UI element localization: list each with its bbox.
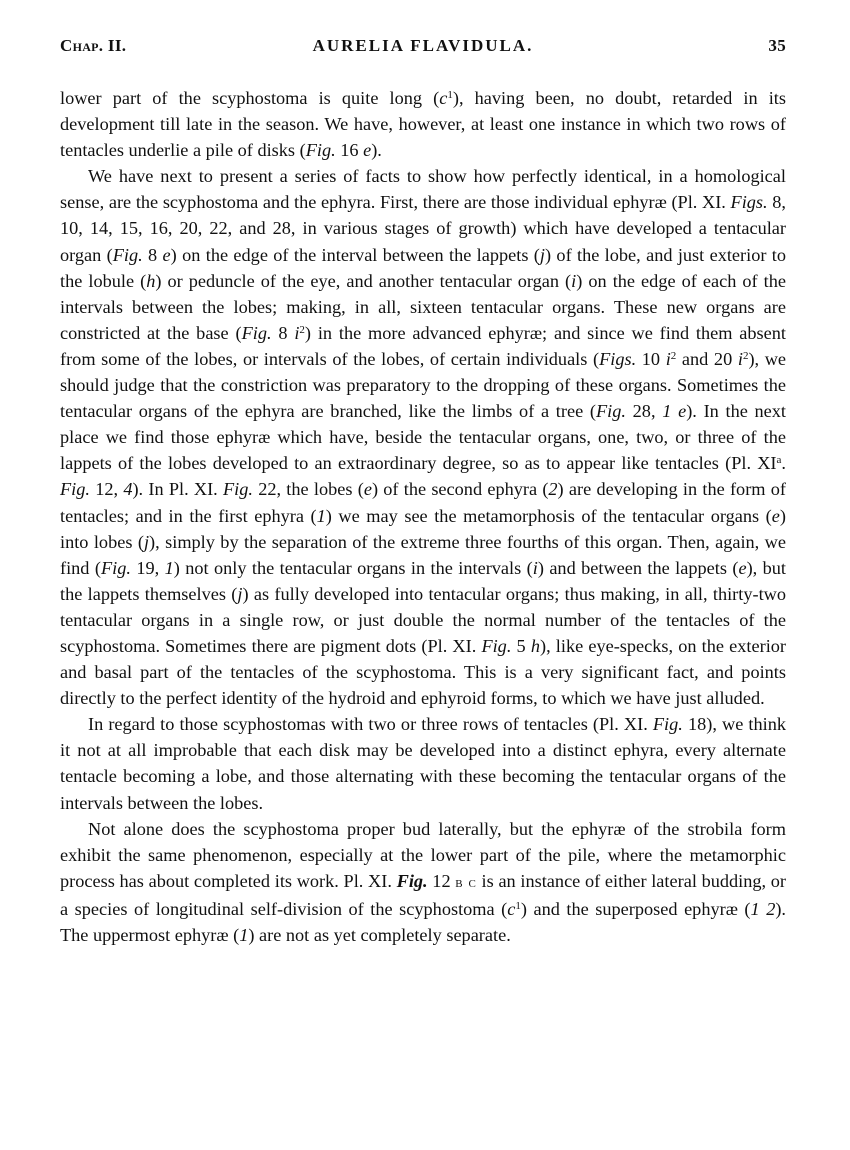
text-run: 12 xyxy=(427,870,456,891)
text-run: . xyxy=(781,453,786,474)
text-run: 12, xyxy=(89,479,124,500)
italic-run: Fig. xyxy=(112,244,143,265)
text-run: 5 xyxy=(511,635,531,656)
italic-run: i xyxy=(571,270,577,291)
italic-run: j xyxy=(143,531,150,552)
text-run: 16 xyxy=(335,140,364,161)
text-run: ) as fully developed into tentacular organs; thus making, in all, thirty-two tentacular organs in a single row, or just double the normal number of the tentacles of the scyphostoma. Sometimes there are pigment dots (Pl. XI. xyxy=(60,583,786,656)
superscript: 1 xyxy=(447,89,453,101)
italic-run: e xyxy=(771,505,780,526)
text-run: ). The uppermost ephyræ ( xyxy=(60,898,786,945)
text-run: lower part of the scyphostoma is quite long ( xyxy=(60,88,440,108)
text-run: ) are not as yet completely separate. xyxy=(248,925,511,945)
superscript: 2 xyxy=(299,323,305,336)
italic-run: Fig. xyxy=(223,479,253,500)
italic-run: 1 e xyxy=(662,401,687,422)
text-run: ) not only the tentacular organs in the intervals ( xyxy=(173,557,533,578)
italic-run: e xyxy=(738,557,747,578)
paragraph xyxy=(60,711,786,815)
text-run: ) we may see the metamorphosis of the tentacular organs ( xyxy=(325,505,772,526)
text-run: ) on the edge of each of the intervals between the lobes; making, in all, sixteen tentacular organs. These new organs are constricted at the base ( xyxy=(60,270,786,343)
superscript: 1 xyxy=(515,899,521,912)
paragraph xyxy=(60,85,786,163)
text-run: ), like eye-specks, on the exterior and basal part of the tentacles of the scyphostoma. This is a very significant fact, and points directly to the perfect identity of the hydroid and ephyroid forms, to which we have just alluded. xyxy=(60,635,786,709)
text-run: ), we should judge that the constriction was preparatory to the dropping of these organs. Sometimes the tentacular organs of the ephyra are branched, like the limbs of a tree ( xyxy=(60,348,787,422)
text-run: 22, the lobes ( xyxy=(252,479,364,500)
italic-run: i xyxy=(294,322,300,343)
text-run: ) are developing in the form of tentacles; and in the first ephyra ( xyxy=(60,479,786,526)
text-run: is an instance of either lateral budding, or a species of longitudinal self-division of the scyphostoma ( xyxy=(60,870,787,919)
text-run: We have next to present a series of facts to show how perfectly identical, in a homological sense, are the scyphostoma and the ephyra. First, there are those individual ephyræ (Pl. XI. xyxy=(60,166,786,213)
text-run: ) into lobes ( xyxy=(60,505,786,552)
page-number: 35 xyxy=(768,36,786,55)
text-run: ) and the superposed ephyræ ( xyxy=(520,898,751,919)
italic-run: c xyxy=(439,88,448,108)
text-run: ) and between the lappets ( xyxy=(537,557,739,578)
text-run: ) or peduncle of the eye, and another tentacular organ ( xyxy=(155,270,572,291)
chapter-label: Chap. II. xyxy=(60,36,127,55)
italic-run: j xyxy=(539,244,545,265)
text-run: 18), we think it not at all improbable that each disk may be developed into a distinct ephyra, every alternate tentacle becoming a lobe, and those alternating with these becoming the tentacular organs of the intervals between the lobes. xyxy=(60,714,786,813)
italic-run: h xyxy=(146,270,156,291)
italic-run: Fig. xyxy=(481,635,512,656)
text-run: ), simply by the separation of the extreme three fourths of this organ. Then, again, we find ( xyxy=(60,531,786,578)
italic-run: Fig. xyxy=(596,401,626,422)
text-run: 28, xyxy=(625,401,663,422)
italic-run: Fig. xyxy=(396,870,428,891)
text-run: In regard to those scyphostomas with two or three rows of tentacles (Pl. XI. xyxy=(88,714,653,735)
italic-run: i xyxy=(665,348,671,369)
italic-run: e xyxy=(363,479,372,500)
italic-run: 4 xyxy=(123,479,133,500)
italic-run: Figs. xyxy=(599,348,637,369)
text-run: Not alone does the scyphostoma proper bud laterally, but the ephyræ of the strobila form exhibit the same phenomenon, especially at the lower part of the pile, where the metamorphic process has about completed its work. Pl. XI. xyxy=(60,818,786,891)
text-run: 10 xyxy=(636,348,666,369)
superscript: a xyxy=(776,454,782,467)
text-run: ) on the edge of the interval between the lappets ( xyxy=(170,244,540,265)
body-text xyxy=(60,85,786,948)
italic-run: Figs. xyxy=(730,192,768,213)
italic-run: 1 xyxy=(316,505,326,526)
text-run: 19, xyxy=(130,557,165,578)
italic-run: j xyxy=(237,583,243,604)
italic-run: e xyxy=(363,140,372,161)
text-run: ) of the second ephyra ( xyxy=(371,479,549,500)
italic-run: e xyxy=(162,244,171,265)
text-run: ), but the lappets themselves ( xyxy=(60,557,787,604)
paragraph xyxy=(60,163,786,711)
italic-run: Fig. xyxy=(652,714,683,735)
text-run: 8 xyxy=(142,244,163,265)
italic-run: h xyxy=(530,635,540,656)
text-run: 8, 10, 14, 15, 16, 20, 22, and 28, in various stages of growth) which have developed a tentacular organ ( xyxy=(60,192,787,265)
text-run: b c xyxy=(455,874,477,891)
italic-run: Fig. xyxy=(241,322,272,343)
text-run: ). In Pl. XI. xyxy=(132,479,223,500)
running-title: AURELIA FLAVIDULA. xyxy=(312,36,534,55)
text-run: ). In the next place we find those ephyræ which have, beside the tentacular organs, one, two, or three of the lappets of the lobes developed to an extraordinary degree, so as to appear like tentacles (Pl. XI xyxy=(60,401,787,474)
italic-run: Fig. xyxy=(60,479,90,500)
italic-run: 1 2 xyxy=(750,898,776,919)
superscript: 2 xyxy=(742,349,749,362)
superscript: 2 xyxy=(670,349,677,362)
italic-run: Fig. xyxy=(305,140,336,161)
text-run: ), having been, no doubt, retarded in its development till late in the season. We have, however, at least one instance in which two rows of tentacles underlie a pile of disks ( xyxy=(60,88,786,161)
text-run: ) in the more advanced ephyræ; and since we find them absent from some of the lobes, or intervals of the lobes, of certain individuals ( xyxy=(60,322,787,369)
text-run: ) of the lobe, and just exterior to the lobule ( xyxy=(60,244,787,291)
running-head xyxy=(60,36,786,60)
italic-run: 1 xyxy=(164,557,174,578)
italic-run: i xyxy=(737,348,743,369)
paragraph xyxy=(60,816,786,948)
text-run: 8 xyxy=(271,322,295,343)
text-run: and 20 xyxy=(676,348,738,369)
italic-run: Fig. xyxy=(100,557,131,578)
italic-run: 2 xyxy=(548,479,558,500)
text-run: ). xyxy=(371,140,382,161)
italic-run: i xyxy=(532,557,538,578)
italic-run: c xyxy=(507,898,516,919)
italic-run: 1 xyxy=(239,925,249,945)
